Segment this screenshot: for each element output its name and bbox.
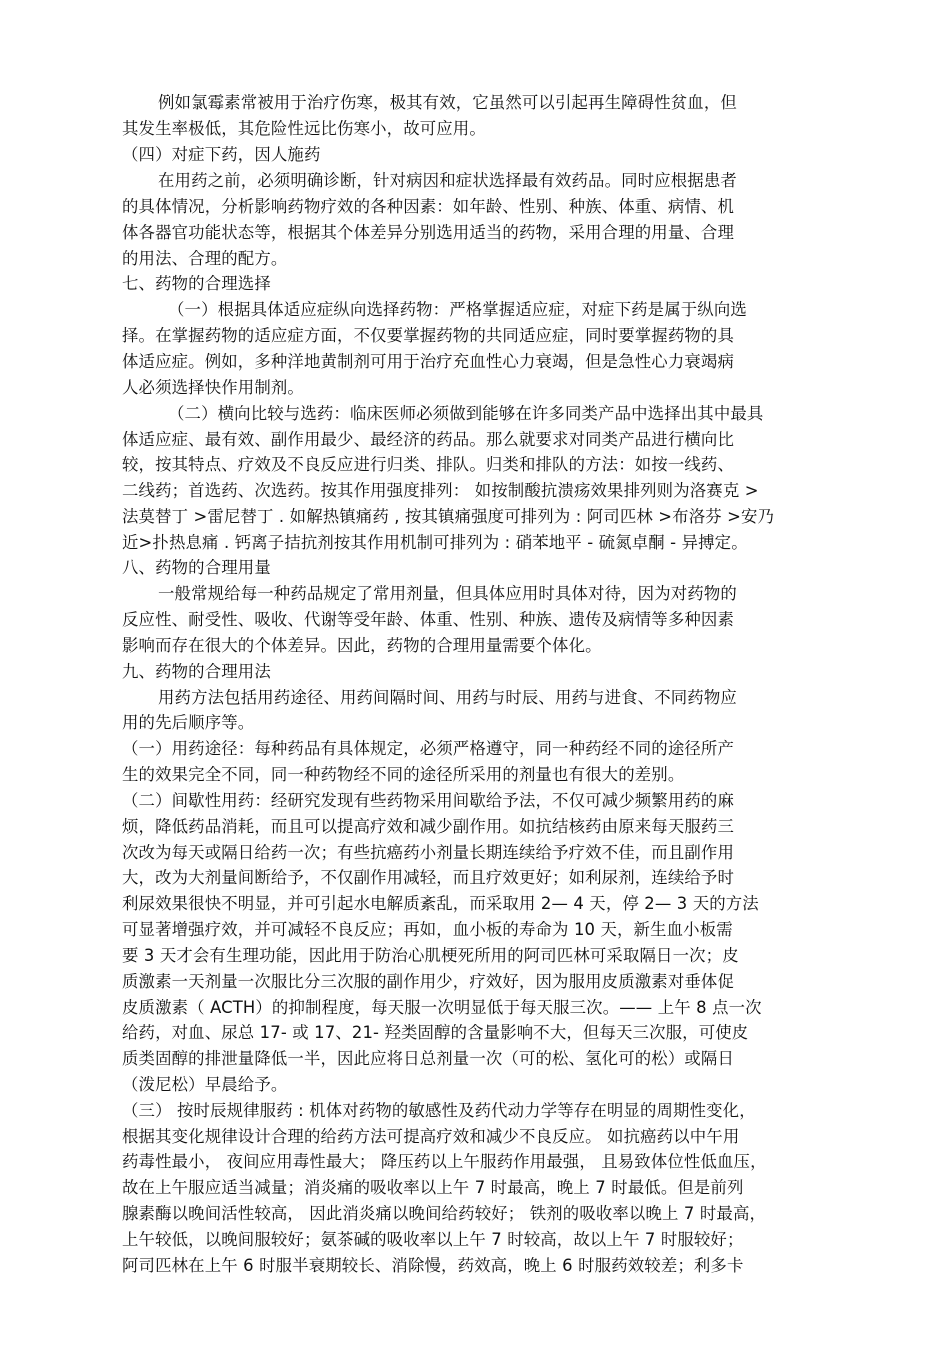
text-line: 腺素酶以晚间活性较高， 因此消炎痛以晚间给药较好； 铁剂的吸收率以晚上 7 时最高，: [122, 1204, 767, 1223]
text-line: 影响而存在很大的个体差异。因此，药物的合理用量需要个体化。: [122, 636, 602, 655]
text-line: （三） 按时辰规律服药 : 机体对药物的敏感性及药代动力学等存在明显的周期性变化，: [122, 1101, 756, 1120]
text-line: 利尿效果很快不明显，并可引起水电解质紊乱，而采取用 2— 4 天，停 2— 3 天的方法: [122, 894, 759, 913]
text-line: 烦，降低药品消耗，而且可以提高疗效和减少副作用。如抗结核药由原来每天服药三: [122, 817, 735, 836]
text-line: 体适应症、最有效、副作用最少、最经济的药品。那么就要求对同类产品进行横向比: [122, 430, 735, 449]
section-heading: 七、药物的合理选择: [122, 274, 271, 293]
text-line: （一）根据具体适应症纵向选择药物：严格掌握适应症，对症下药是属于纵向选: [168, 300, 747, 319]
text-line: 可显著增强疗效，并可减轻不良反应；再如，血小板的寿命为 10 天，新生血小板需: [122, 920, 733, 939]
text-line: 近>扑热息痛 . 钙离子拮抗剂按其作用机制可排列为 : 硝苯地平 - 硫氮卓酮 - 异搏定。: [122, 533, 748, 552]
text-line: 较，按其特点、疗效及不良反应进行归类、排队。归类和排队的方法：如按一线药、: [122, 455, 735, 474]
text-line: 皮质激素（ ACTH）的抑制程度，每天服一次明显低于每天服三次。—— 上午 8 点一次: [122, 998, 762, 1017]
section-heading: 八、药物的合理用量: [122, 558, 271, 577]
text-line: 体适应症。例如，多种洋地黄制剂可用于治疗充血性心力衰竭，但是急性心力衰竭病: [122, 352, 735, 371]
text-line: 大，改为大剂量间断给予，不仅副作用减轻，而且疗效更好；如利尿剂，连续给予时: [122, 868, 735, 887]
text-line: 生的效果完全不同，同一种药物经不同的途径所采用的剂量也有很大的差别。: [122, 765, 685, 784]
section-heading: （四）对症下药，因人施药: [122, 145, 321, 164]
text-line: 次改为每天或隔日给药一次；有些抗癌药小剂量长期连续给予疗效不佳，而且副作用: [122, 843, 735, 862]
text-line: 故在上午服应适当减量；消炎痛的吸收率以上午 7 时最高，晚上 7 时最低。但是前列: [122, 1178, 744, 1197]
text-line: 反应性、耐受性、吸收、代谢等受年龄、体重、性别、种族、遗传及病情等多种因素: [122, 610, 735, 629]
text-line: 在用药之前，必须明确诊断，针对病因和症状选择最有效药品。同时应根据患者: [158, 171, 737, 190]
text-line: 质类固醇的排泄量降低一半，因此应将日总剂量一次（可的松、氢化可的松）或隔日: [122, 1049, 735, 1068]
text-line: （二）横向比较与选药：临床医师必须做到能够在许多同类产品中选择出其中最具: [168, 404, 764, 423]
text-line: 根据其变化规律设计合理的给药方法可提高疗效和减少不良反应。 如抗癌药以中午用: [122, 1127, 740, 1146]
text-line: 法莫替丁 >雷尼替丁 . 如解热镇痛药 , 按其镇痛强度可排列为 : 阿司匹林 >布洛芬 >安乃: [122, 507, 775, 526]
text-line: 上午较低，以晚间服较好；氨茶碱的吸收率以上午 7 时较高，故以上午 7 时服较好；: [122, 1230, 744, 1249]
text-line: 体各器官功能状态等，根据其个体差异分别选用适当的药物，采用合理的用量、合理: [122, 223, 735, 242]
text-line: 药毒性最小， 夜间应用毒性最大； 降压药以上午服药作用最强， 且易致体位性低血压，: [122, 1152, 767, 1171]
text-line: （二）间歇性用药：经研究发现有些药物采用间歇给予法，不仅可减少频繁用药的麻: [122, 791, 735, 810]
text-line: 质激素一天剂量一次服比分三次服的副作用少，疗效好，因为服用皮质激素对垂体促: [122, 972, 735, 991]
text-line: 二线药；首选药、次选药。按其作用强度排列： 如按制酸抗溃疡效果排列则为洛赛克 >: [122, 481, 759, 500]
text-line: 的用法、合理的配方。: [122, 249, 288, 268]
text-line: 的具体情况，分析影响药物疗效的各种因素：如年龄、性别、种族、体重、病情、机: [122, 197, 735, 216]
text-line: 阿司匹林在上午 6 时服半衰期较长、消除慢，药效高，晚上 6 时服药效较差；利多卡: [122, 1256, 744, 1275]
text-line: 其发生率极低，其危险性远比伤寒小，故可应用。: [122, 119, 486, 138]
text-line: 要 3 天才会有生理功能，因此用于防治心肌梗死所用的阿司匹林可采取隔日一次；皮: [122, 946, 739, 965]
text-line: （泼尼松）早晨给予。: [122, 1075, 288, 1094]
text-line: 用的先后顺序等。: [122, 713, 255, 732]
text-line: （一）用药途径：每种药品有具体规定，必须严格遵守，同一种药经不同的途径所产: [122, 739, 735, 758]
text-line: 用药方法包括用药途径、用药间隔时间、用药与时辰、用药与进食、不同药物应: [158, 688, 737, 707]
text-line: 给药，对血、尿总 17- 或 17、21- 羟类固醇的含量影响不大，但每天三次服，可使皮: [122, 1023, 749, 1042]
text-line: 人必须选择快作用制剂。: [122, 378, 304, 397]
text-line: 择。在掌握药物的适应症方面，不仅要掌握药物的共同适应症，同时要掌握药物的具: [122, 326, 735, 345]
text-line: 例如氯霉素常被用于治疗伤寒，极其有效，它虽然可以引起再生障碍性贫血，但: [158, 93, 737, 112]
text-line: 一般常规给每一种药品规定了常用剂量，但具体应用时具体对待，因为对药物的: [158, 584, 737, 603]
section-heading: 九、药物的合理用法: [122, 662, 271, 681]
